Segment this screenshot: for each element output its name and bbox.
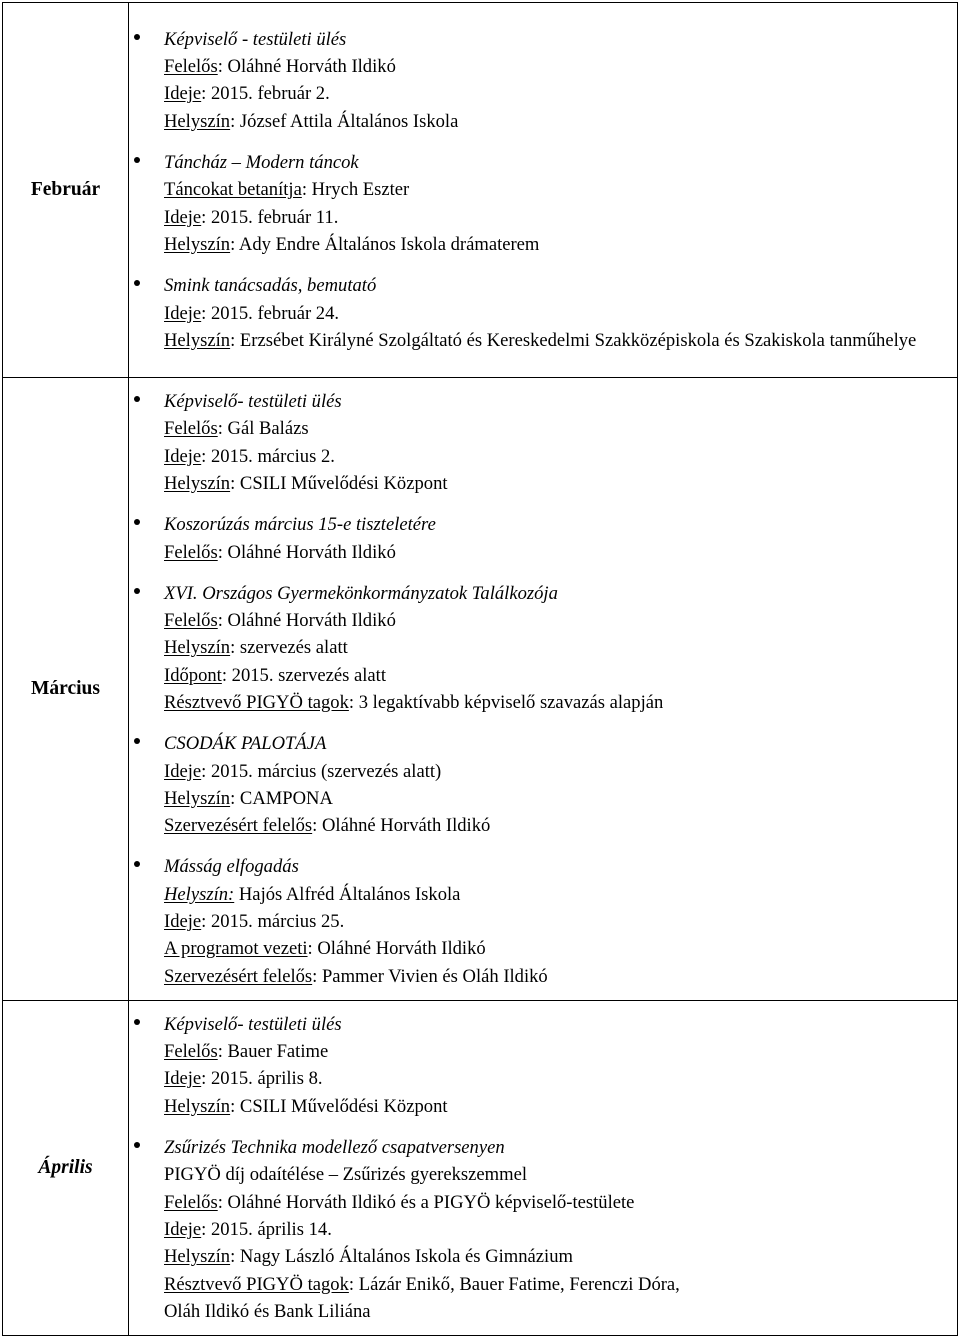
event-title: Koszorúzás március 15-e tiszteletére [164, 514, 436, 536]
detail-label: Felelős [164, 56, 218, 78]
event-list [129, 1011, 957, 1325]
detail-label: A programot vezeti [164, 938, 308, 960]
detail-value: : szervezés alatt [230, 637, 348, 659]
detail-value: : 3 legaktívabb képviselő szavazás alapján [348, 692, 664, 713]
detail-value: : Hrych Eszter [301, 179, 410, 201]
event-detail-line [164, 176, 957, 203]
detail-label: Ideje [164, 1068, 202, 1090]
detail-label: Résztvevő PIGYÖ tagok [164, 692, 349, 713]
detail-value: : 2015. szervezés alatt [221, 664, 387, 686]
detail-label: Helyszín [164, 233, 231, 255]
event-item [129, 272, 957, 354]
detail-label: Felelős [164, 1041, 218, 1063]
event-detail-line [164, 1271, 957, 1298]
event-title: CSODÁK PALOTÁJA [164, 733, 327, 755]
event-detail-line [164, 327, 957, 354]
events-cell [129, 1001, 958, 1336]
detail-label: Helyszín [164, 472, 231, 494]
detail-value: : 2015. április 14. [201, 1218, 332, 1240]
event-detail-line [164, 935, 957, 962]
event-item [129, 580, 957, 716]
month-label: Február [3, 3, 129, 378]
detail-value: : 2015. február 11. [201, 206, 339, 228]
event-item [129, 149, 957, 258]
detail-label: Időpont [164, 664, 222, 686]
event-detail-line [164, 758, 957, 785]
event-title: Táncház – Modern táncok [164, 152, 359, 174]
event-item [129, 388, 957, 497]
detail-value: : Nagy László Általános Iskola és Gimnázium [230, 1246, 573, 1268]
detail-label: Ideje [164, 911, 202, 933]
events-cell [129, 378, 958, 1001]
event-detail-line [164, 300, 957, 327]
detail-value: : Gál Balázs [217, 418, 309, 440]
event-detail-line [164, 1216, 957, 1243]
detail-value: : Ady Endre Általános Iskola drámaterem [230, 233, 540, 255]
detail-value: : Lázár Enikő, Bauer Fatime, Ferenczi Dóra, [348, 1273, 680, 1295]
event-detail-line [164, 1161, 957, 1188]
detail-label: Ideje [164, 760, 202, 782]
events-cell [129, 3, 958, 378]
detail-label: Felelős [164, 610, 218, 632]
detail-label: Ideje [164, 302, 202, 324]
detail-value: : Oláhné Horváth Ildikó [217, 541, 396, 563]
detail-value: : 2015. március (szervezés alatt) [201, 760, 442, 782]
detail-label: Ideje [164, 1218, 202, 1240]
detail-value: : Erzsébet Királyné Szolgáltató és Kereskedelmi Szakközépiskola és Szakiskola tanműhelye [230, 329, 917, 351]
detail-value: : 2015. február 24. [201, 302, 340, 324]
detail-label: Szervezésért felelős [164, 815, 313, 837]
event-detail-line [164, 785, 957, 812]
detail-value: Oláh Ildikó és Bank Liliána [164, 1300, 371, 1322]
detail-value: : Oláhné Horváth Ildikó [217, 56, 396, 78]
detail-value: PIGYÖ díj odaítélése – Zsűrizés gyerekszemmel [164, 1164, 527, 1186]
month-row-februar [3, 3, 958, 378]
event-detail-line [164, 415, 957, 442]
event-detail-line [164, 1189, 957, 1216]
event-item [129, 853, 957, 989]
event-item [129, 26, 957, 135]
detail-label: Helyszín [164, 787, 231, 809]
event-detail-line [164, 1243, 957, 1270]
event-title: Smink tanácsadás, bemutató [164, 275, 377, 297]
event-title: Képviselő- testületi ülés [164, 391, 342, 413]
detail-label: Helyszín [164, 637, 231, 659]
detail-value: : Pammer Vivien és Oláh Ildikó [312, 965, 548, 987]
detail-label: Résztvevő PIGYÖ tagok [164, 1273, 349, 1295]
event-detail-line [164, 231, 957, 258]
event-detail-line [164, 881, 957, 908]
detail-value: : József Attila Általános Iskola [230, 110, 459, 132]
event-title: Képviselő- testületi ülés [164, 1013, 342, 1035]
detail-label: Helyszín: [164, 883, 235, 905]
event-item [129, 511, 957, 566]
detail-value: : 2015. április 8. [201, 1068, 323, 1090]
event-detail-line [164, 689, 957, 716]
month-row-marcius [3, 378, 958, 1001]
event-item [129, 730, 957, 839]
detail-value: : CSILI Művelődési Központ [230, 472, 448, 494]
detail-label: Felelős [164, 418, 218, 440]
event-detail-line [164, 1038, 957, 1065]
detail-value: Hajós Alfréd Általános Iskola [234, 883, 461, 905]
detail-value: : Oláhné Horváth Ildikó és a PIGYÖ képviselő-testülete [217, 1191, 635, 1213]
month-row-aprilis [3, 1001, 958, 1336]
detail-label: Helyszín [164, 1095, 231, 1117]
event-detail-line [164, 963, 957, 990]
event-title: XVI. Országos Gyermekönkormányzatok Találkozója [164, 582, 558, 604]
event-detail-line [164, 539, 957, 566]
event-detail-line [164, 634, 957, 661]
event-detail-line [164, 470, 957, 497]
event-schedule-table [2, 2, 958, 1336]
event-detail-line [164, 607, 957, 634]
detail-value: : Oláhné Horváth Ildikó [312, 815, 491, 837]
detail-value: : CSILI Művelődési Központ [230, 1095, 448, 1117]
detail-label: Ideje [164, 445, 202, 467]
detail-label: Felelős [164, 541, 218, 563]
detail-value: : Oláhné Horváth Ildikó [307, 938, 486, 960]
event-detail-line [164, 53, 957, 80]
detail-value: : 2015. március 2. [201, 445, 335, 467]
event-detail-line [164, 1298, 957, 1325]
detail-value: : Oláhné Horváth Ildikó [217, 610, 396, 632]
event-detail-line [164, 908, 957, 935]
event-detail-line [164, 80, 957, 107]
detail-label: Helyszín [164, 110, 231, 132]
event-list [129, 388, 957, 990]
detail-value: : 2015. február 2. [201, 83, 330, 105]
event-detail-line [164, 108, 957, 135]
month-label: Március [3, 378, 129, 1001]
event-detail-line [164, 812, 957, 839]
detail-value: : CAMPONA [230, 787, 333, 809]
detail-value: : Bauer Fatime [217, 1041, 329, 1063]
event-detail-line [164, 1065, 957, 1092]
detail-label: Helyszín [164, 329, 231, 351]
detail-value: : 2015. március 25. [201, 911, 345, 933]
event-list [129, 26, 957, 354]
detail-label: Helyszín [164, 1246, 231, 1268]
event-title: Képviselő - testületi ülés [164, 28, 347, 50]
event-detail-line [164, 443, 957, 470]
event-title: Másság elfogadás [164, 856, 299, 878]
detail-label: Ideje [164, 83, 202, 105]
event-title: Zsűrizés Technika modellező csapatversenyen [164, 1137, 505, 1159]
detail-label: Táncokat betanítja [164, 179, 302, 201]
detail-label: Felelős [164, 1191, 218, 1213]
event-detail-line [164, 662, 957, 689]
detail-label: Szervezésért felelős [164, 965, 313, 987]
event-item [129, 1134, 957, 1325]
event-item [129, 1011, 957, 1120]
event-detail-line [164, 1093, 957, 1120]
detail-label: Ideje [164, 206, 202, 228]
event-detail-line [164, 204, 957, 231]
month-label: Április [3, 1001, 129, 1336]
